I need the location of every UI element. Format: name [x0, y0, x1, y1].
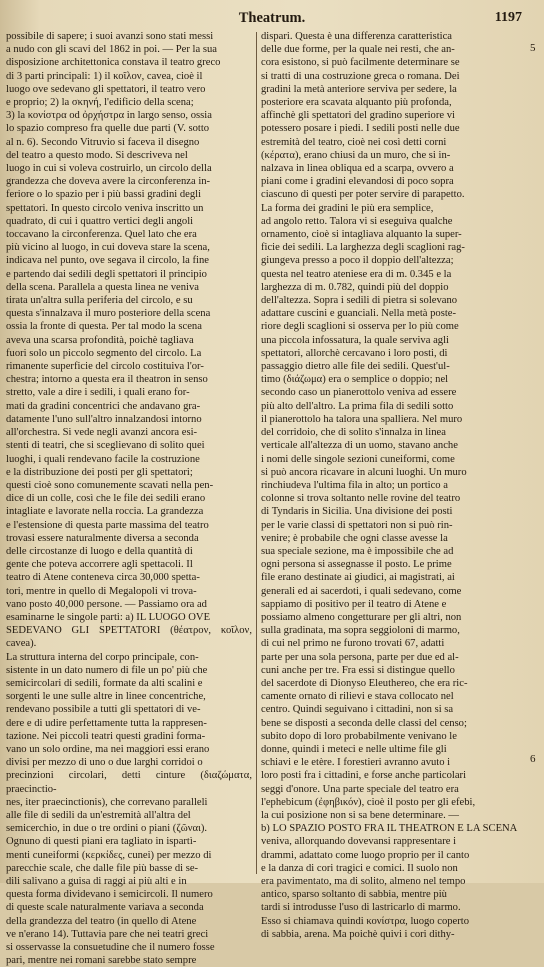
running-header [0, 10, 544, 30]
page-title: Theatrum. [238, 10, 306, 26]
right-column-text: dispari. Questa è una differenza caratteristica delle due forme, per la quale nei resti, che an- cora esistono, si può facilmente determinare se si tratti di una costruzione greca o romana. Dei gradini la metà anteriore serviva per sedere, la posteriore era scavata alquanto più profonda, affinchè gli spettatori del gradino superiore vi potessero posare i piedi. I sedili posti nelle due estremità del teatro, cioè nei così detti corni (κέρατα), erano chiusi da un muro, che si in- nalzava in linea obliqua ed a scarpa, ovvero a piani come i gradini elevandosi di poco sopra ciascuno di questi per poter servire di parapetto. La forma dei gradini le più era semplice, ad angolo retto. Talora vi si eseguiva qualche ornamento, cioè si intagliava alquanto la super- ficie dei sedili. La larghezza degli scaglioni rag- giungeva presso a poco il doppio dell'altezza; questa nel teatro ateniese era di m. 0.345 e la larghezza di m. 0.782, quindi più del doppio dell'altezza. Sopra i sedili di pietra si solevano adattare cuscini e guanciali. Nella metà poste- riore degli scaglioni si osserva per lo più come una piccola infossatura, la quale serviva agli spettatori, allorchè cercavano i loro posti, di passaggio dietro alle file dei sedili. Quest'ul- timo (διάζωμα) era o semplice o doppio; nel secondo caso un pianerottolo veniva ad essere più alto dell'altro. La prima fila di sedili sotto il pianerottolo ha talora una spalliera. Nel muro del corridoio, che di solito s'innalza in linea verticale all'altezza di un uomo, stavano anche i nomi delle singole sezioni cuneiformi, come si può ancora ricavare in alcuni luoghi. Un muro rinchiudeva l'ultima fila in alto; un portico a colonne si trova soltanto nelle rovine del teatro di Tyndaris in Sicilia. Una divisione dei posti per le varie classi di spettatori non si può rin- venire; è probabile che ogni classe avesse la sua speciale sezione, ma è impossibile che ad ogni persona si assegnasse il posto. Le prime file erano destinate ai giudici, ai magistrati, ai generali ed ai sacerdoti, i quali sedevano, come sappiamo di positivo per il teatro di Atene e possiamo almeno congetturare per gli altri, non sulla gradinata, ma sopra seggioloni di marmo, di cui nel primo ne furono trovati 67, adatti parte per una sola persona, parte per due ed al- cuni anche per tre. Fra essi si distingue quello del sacerdote di Dionyso Eleuthereo, che era ric- camente ornato di rilievi e stava collocato nel centro. Quindi seguivano i cittadini, non si sa bene se disposti a seconda delle classi del censo; subito dopo di loro probabilmente venivano le donne, quindi i meteci e nelle ultime file gli schiavi e le etère. I forestieri avranno avuto i loro posti fra i cittadini, e forse anche particolari seggi d'onore. Una parte speciale del teatro era l'ephebicum (ἐφηβικόν), cioè il posto per gli efebi, la cui posizione non si sa bene determinare. — b) LO SPAZIO POSTO FRA IL THEATRON E LA SCENA veniva, allorquando dovevansi rappresentare i drammi, adattato come luogo proprio per il canto e la danza di cori tragici e comici. Il suolo non era pavimentato, ma di solito, almeno nel tempo antico, sparso soltanto di sabbia, mentre più tardi si introdusse l'uso di lastricarlo di marmo. Esso si chiamava quindi κονίστρα, luogo coperto di sabbia, arena. Ma poichè quivi i cori dithy- [261, 31, 518, 940]
column-divider [256, 32, 257, 874]
page-number: 1197 [494, 10, 522, 25]
left-column-text: possibile di sapere; i suoi avanzi sono stati messi a nudo con gli scavi del 1862 in poi. — Per la sua disposizione architettonica constava il teatro greco di 3 parti principali: 1) il κοῖλον, cavea, cioè il luogo ove sedevano gli spettatori, il teatro vero e proprio; 2) la σκηνή, l'edificio della scena; 3) la κονίστρα od ὀρχήστρα in largo senso, ossia lo spazio compreso fra quelle due parti (V. sotto al n. 6). Secondo Vitruvio si faceva il disegno del teatro a questo modo. Si descriveva nel luogo in cui si voleva costruirlo, un circolo della grandezza che doveva avere la circonferenza in- feriore o lo spazio per i più bassi gradini degli spettatori. In questo circolo veniva inscritto un quadrato, di cui i quattro vertici degli angoli toccavano la circonferenza. Quel lato che era più vicino al luogo, in cui doveva stare la scena, indicava nel punto, ove segava il circolo, la fine e partendo dai sedili degli spettatori il principio della scena. Parallela a questa linea ne veniva tirata un'altra sulla periferia del circolo, e su questa s'innalzava il muro posteriore della scena ossia la fronte di questa. Per tal modo la scena aveva una scarsa profondità, poichè tagliava fuori solo un piccolo segmento del circolo. La rimanente superficie del circolo costituiva l'or- chestra; intorno a questa era il theatron in senso stretto, vale a dire i sedili, i quali erano for- mati da gradini concentrici che andavano gra- datamente l'uno sull'altro innalzandosi intorno all'orchestra. Si vede negli avanzi ancora esi- stenti di teatri, che si sceglievano di solito quei luoghi, i quali rendevano facile la costruzione e la distribuzione dei posti per gli spettatori; questi cioè sono comunemente scavati nella pen- dice di un colle, così che le file dei sedili erano intagliate e lavorate nella roccia. La grandezza e l'estensione di questa parte massima del teatro trovasi essere naturalmente diversa a seconda delle circostanze di luogo e della quantità di gente che poteva accorrere agli spettacoli. Il teatro di Atene conteneva circa 30,000 spetta- tori, mentre in quello di Megalopoli vi trova- vano posto 40,000 persone. — Passiamo ora ad esaminarne le singole parti: a) IL LUOGO OVE SEDEVANO GLI SPETTATORI (θέατρον, κοῖλον, cavea). La struttura interna del corpo principale, con- sistente in un dato numero di file un po' più che semicircolari di sedili, formate da alti scalini e sorgenti le une sulle altre in linee concentriche, rendevano possibile a tutti gli spettatori di ve- dere e di udire perfettamente tutta la rappresen- tazione. Nei piccoli teatri questi gradini forma- vano un solo ordine, ma nei maggiori essi erano divisi per mezzo di uno o due larghi corridoi o precinzioni circolari, detti cinture (διαζώματα, praecinctio- nes, iter praecinctionis), che correvano paralleli alle file di sedili da un'estremità all'altra del semicerchio, in due o tre ordini o piani (ζῶναι). Ognuno di questi piani era tagliato in ispartì- menti cuneiformi (κερκίδες, cunei) per mezzo di parecchie scale, che dalle file più basse di se- dili salivano a guisa di raggi ai più alti e in questa forma dividevano i semicircoli. Il numero di queste scale naturalmente variava a seconda della grandezza del teatro (in quello di Atene ve n'erano 14). Tuttavia pare che nei teatri greci si osservasse la consuetudine che il numero fosse pari, mentre nei romani sarebbe stato sempre [6, 31, 252, 967]
margin-line-number: 6 [530, 753, 536, 765]
margin-line-number: 5 [530, 42, 536, 54]
